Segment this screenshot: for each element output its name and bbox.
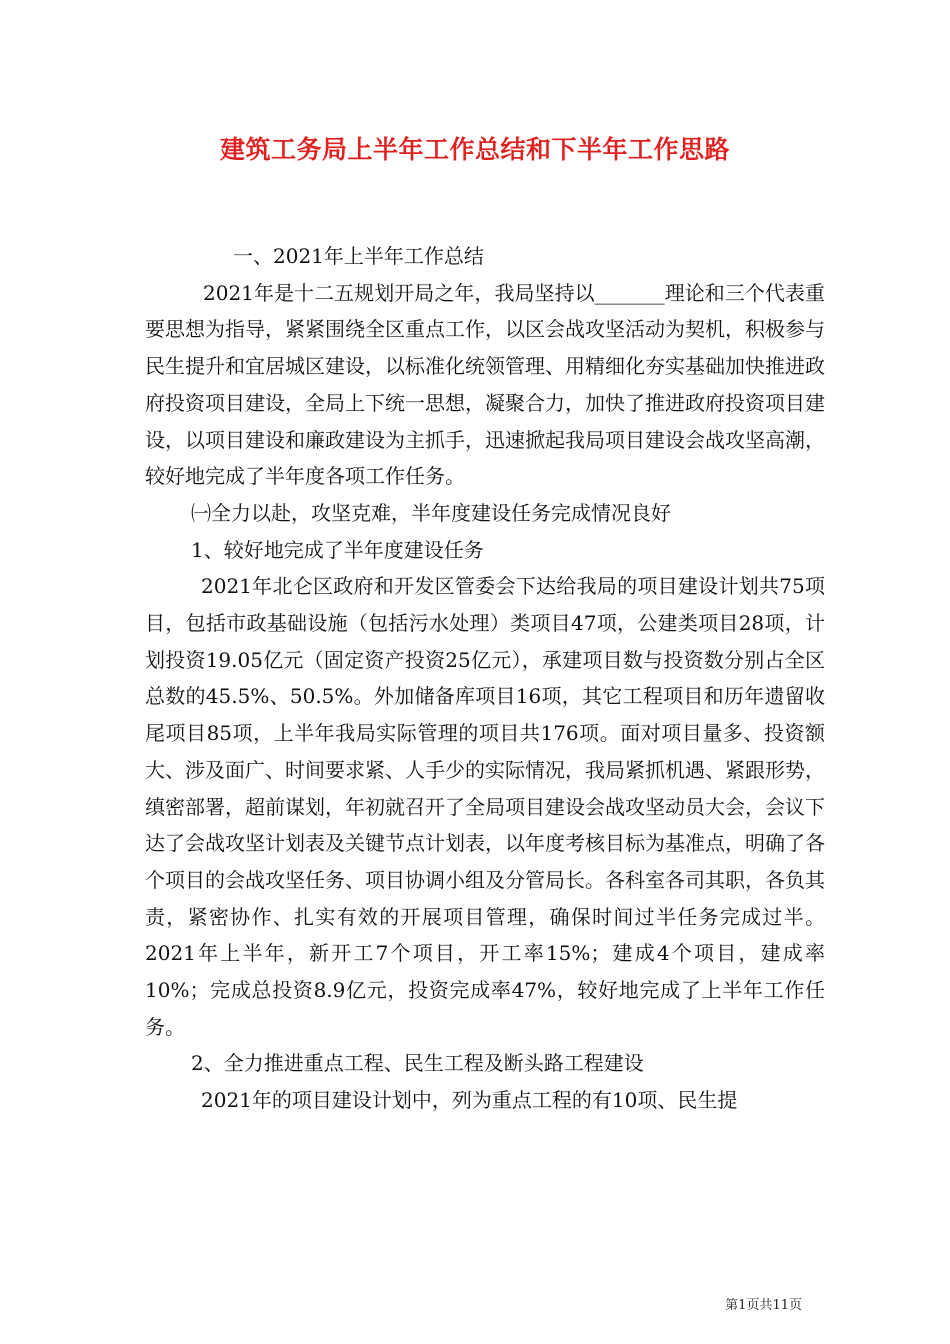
section-heading: 一、2021年上半年工作总结 <box>233 244 484 268</box>
paragraph: 2021年北仑区政府和开发区管委会下达给我局的项目建设计划共75项目，包括市政基础设施（包括污水处理）类项目47项，公建类项目28项，计划投资19.05亿元（固定资产投资25亿元），承建项目数与投资数分别占全区总数的45.5%、50.5%。外加储备库项目16项，其它工程项目和历年遗留收尾项目85项，上半年我局实际管理的项目共176项。面对项目量多、投资额大、涉及面广、时间要求紧、人手少的实际情况，我局紧抓机遇、紧跟形势，缜密部署，超前谋划，年初就召开了全局项目建设会战攻坚动员大会，会议下达了会战攻坚计划表及关键节点计划表，以年度考核目标为基准点，明确了各个项目的会战攻坚任务、项目协调小组及分管局长。各科室各司其职，各负其责，紧密协作、扎实有效的开展项目管理，确保时间过半任务完成过半。2021年上半年，新开工7个项目，开工率15%；建成4个项目，建成率10%；完成总投资8.9亿元，投资完成率47%，较好地完成了上半年工作任务。 <box>145 574 825 1039</box>
item-heading: 2、全力推进重点工程、民生工程及断头路工程建设 <box>191 1051 644 1076</box>
paragraph: 2021年是十二五规划开局之年，我局坚持以_______理论和三个代表重要思想为指导，紧紧围绕全区重点工作，以区会战攻坚活动为契机，积极参与民生提升和宜居城区建设，以标准化统领管理、用精细化夯实基础加快推进政府投资项目建设，全局上下统一思想，凝聚合力，加快了推进政府投资项目建设，以项目建设和廉政建设为主抓手，迅速掀起我局项目建设会战攻坚高潮，较好地完成了半年度各项工作任务。 <box>145 280 825 489</box>
item-heading: 1、较好地完成了半年度建设任务 <box>191 537 484 562</box>
page-number: 第1页共11页 <box>725 1298 802 1313</box>
paragraph: 2021年的项目建设计划中，列为重点工程的有10项、民生提 <box>201 1088 738 1113</box>
subsection-heading: ㈠全力以赴，攻坚克难，半年度建设任务完成情况良好 <box>191 500 671 525</box>
document-body <box>145 238 825 1119</box>
document-title: 建筑工务局上半年工作总结和下半年工作思路 <box>219 135 730 164</box>
